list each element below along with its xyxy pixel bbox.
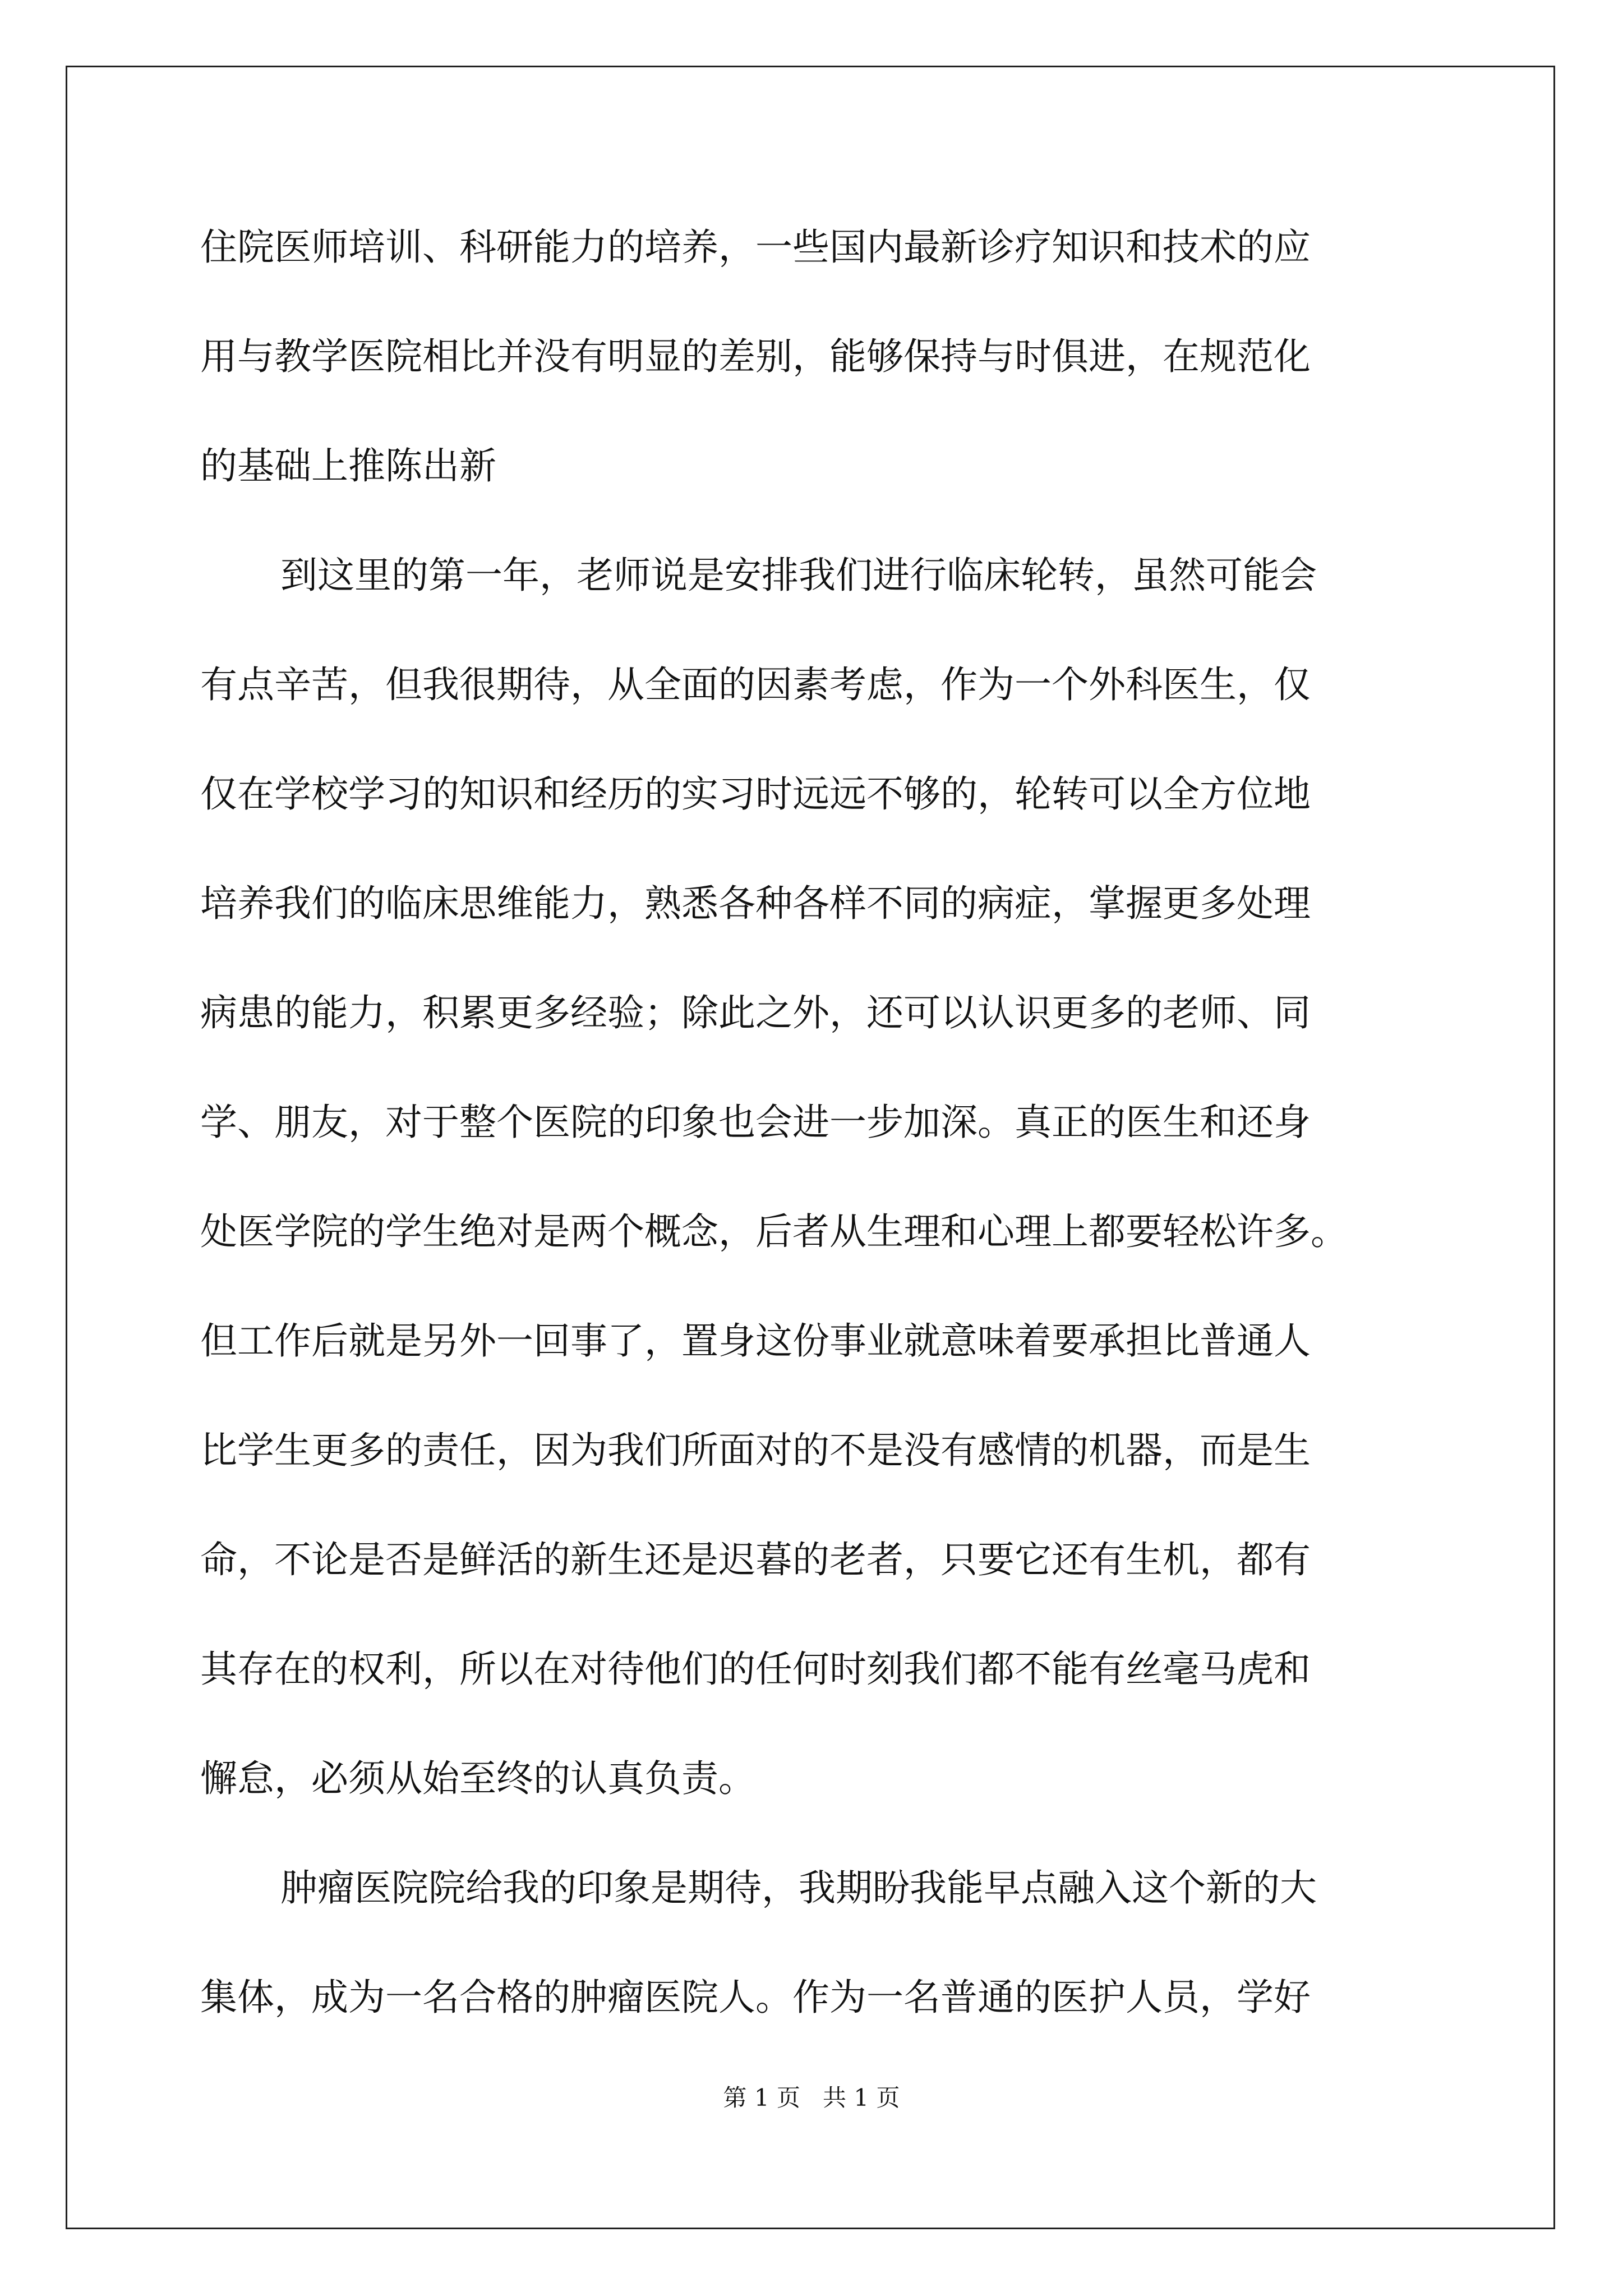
text-line: 仅在学校学习的知识和经历的实习时远远不够的，轮转可以全方位地 [200,772,1311,816]
paragraph-first-line: 到这里的第一年，老师说是安排我们进行临床轮转，虽然可能会 [280,554,1317,597]
page-number-footer: 第 1 页 共 1 页 [723,2084,900,2111]
text-line: 其存在的权利，所以在对待他们的任何时刻我们都不能有丝毫马虎和 [200,1648,1311,1691]
text-line: 学、朋友，对于整个医院的印象也会进一步加深。真正的医生和还身 [200,1101,1311,1144]
text-line: 有点辛苦，但我很期待，从全面的因素考虑，作为一个外科医生，仅 [200,663,1311,706]
text-line: 比学生更多的责任，因为我们所面对的不是没有感情的机器，而是生 [200,1429,1311,1472]
text-line: 用与教学医院相比并没有明显的差别，能够保持与时俱进，在规范化 [200,335,1311,378]
text-line: 集体，成为一名合格的肿瘤医院人。作为一名普通的医护人员，学好 [200,1976,1311,2019]
text-line: 命，不论是否是鲜活的新生还是迟暮的老者，只要它还有生机，都有 [200,1538,1311,1581]
text-line: 病患的能力，积累更多经验；除此之外，还可以认识更多的老师、同 [200,991,1311,1034]
text-line: 住院医师培训、科研能力的培养，一些国内最新诊疗知识和技术的应 [200,226,1311,269]
text-line: 培养我们的临床思维能力，熟悉各种各样不同的病症，掌握更多处理 [200,882,1311,925]
text-line: 的基础上推陈出新 [200,444,496,487]
text-line: 但工作后就是另外一回事了，置身这份事业就意味着要承担比普通人 [200,1319,1311,1363]
paragraph-first-line: 肿瘤医院院给我的印象是期待，我期盼我能早点融入这个新的大 [280,1866,1317,1910]
text-line: 懈怠，必须从始至终的认真负责。 [200,1757,755,1800]
text-line: 处医学院的学生绝对是两个概念，后者从生理和心理上都要轻松许多。 [200,1210,1348,1253]
